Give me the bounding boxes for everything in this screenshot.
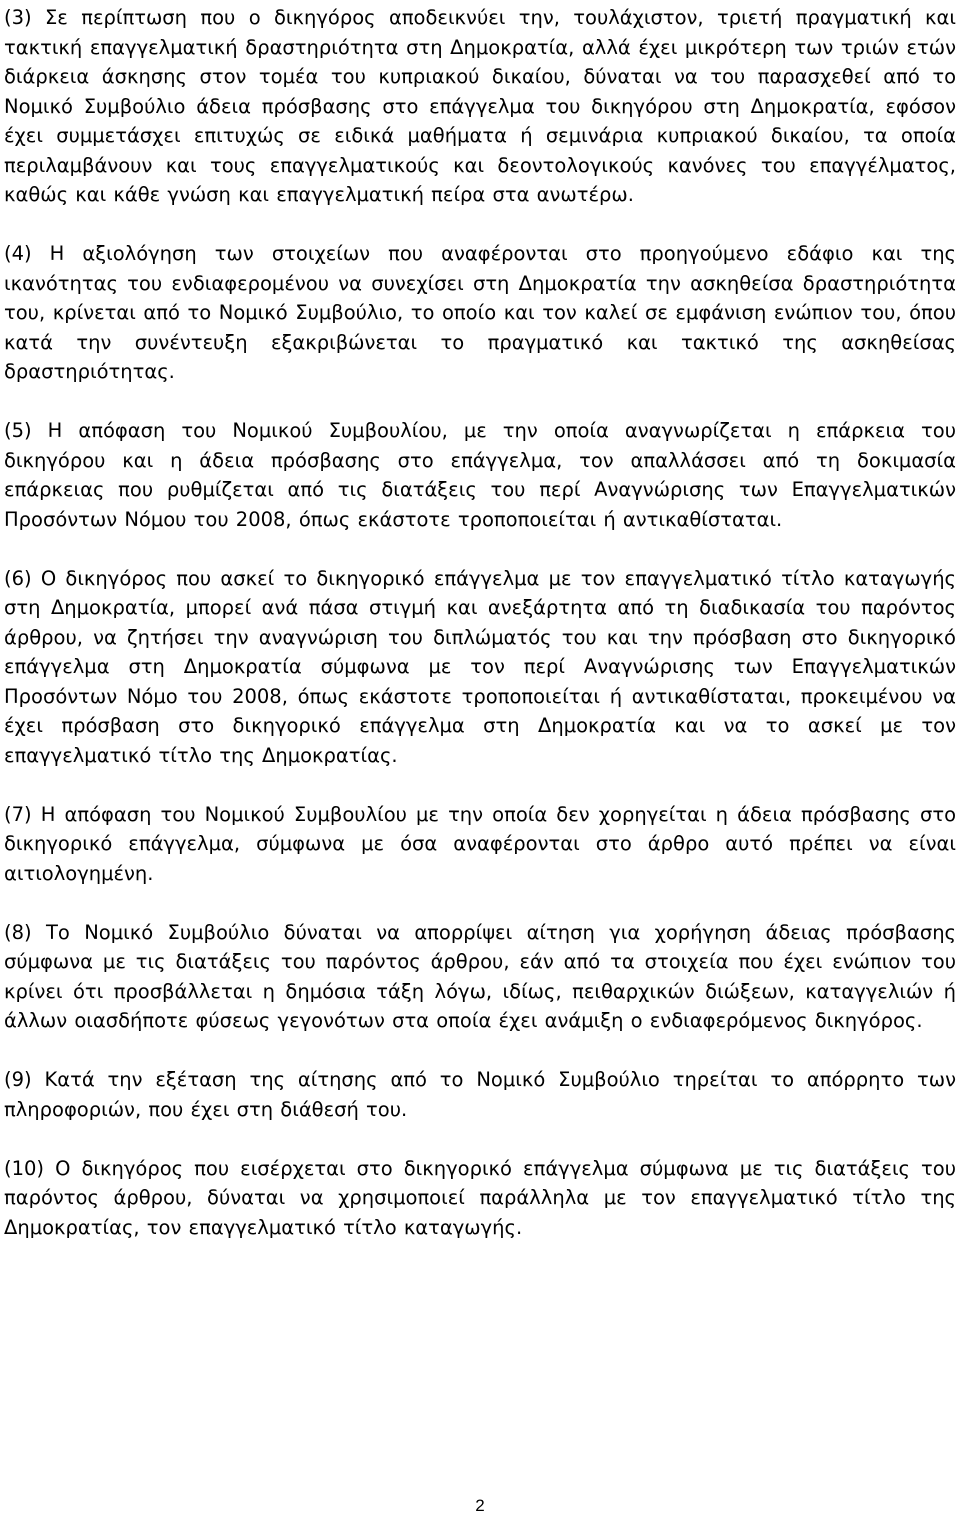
paragraph-5: (5) Η απόφαση του Νομικού Συμβουλίου, με την οποία αναγνωρίζεται η επάρκεια του δικηγόρου και η άδεια πρόσβασης στο επάγγελμα, τον απαλλάσσει από τη δοκιμασία επάρκειας που ρυθμίζεται από τις διατάξεις του περί Αναγνώρισης των Επαγγελματικών Προσόντων Νόμου του 2008, όπως εκάστοτε τροποποιείται ή αντικαθίσταται.: [4, 419, 956, 531]
paragraph-7: (7) Η απόφαση του Νομικού Συμβουλίου με την οποία δεν χορηγείται η άδεια πρόσβασης στο δικηγορικό επάγγελμα, σύμφωνα με όσα αναφέρονται στο άρθρο αυτό πρέπει να είναι αιτιολογημένη.: [4, 802, 956, 885]
document-body: [4, 0, 956, 1242]
paragraph-6: (6) Ο δικηγόρος που ασκεί το δικηγορικό επάγγελμα με τον επαγγελματικό τίτλο καταγωγής στη Δημοκρατία, μπορεί ανά πάσα στιγμή και ανεξάρτητα από τη διαδικασία του παρόντος άρθρου, να ζητήσει την αναγνώριση του διπλώματός του και την πρόσβαση στο δικηγορικό επάγγελμα στη Δημοκρατία σύμφωνα με τον περί Αναγνώρισης των Επαγγελματικών Προσόντων Νόμο του 2008, όπως εκάστοτε τροποποιείται ή αντικαθίσταται, προκειμένου να έχει πρόσβαση στο δικηγορικό επάγγελμα στη Δημοκρατία και να το ασκεί με τον επαγγελματικό τίτλο της Δημοκρατίας.: [4, 566, 956, 767]
paragraph-4: (4) Η αξιολόγηση των στοιχείων που αναφέρονται στο προηγούμενο εδάφιο και της ικανότητας του ενδιαφερομένου να συνεχίσει στη Δημοκρατία την ασκηθείσα δραστηριότητα του, κρίνεται από το Νομικό Συμβούλιο, το οποίο και τον καλεί σε εμφάνιση ενώπιον του, όπου κατά την συνέντευξη εξακριβώνεται το πραγματικό και τακτικό της ασκηθείσας δραστηριότητας.: [4, 242, 956, 383]
paragraph-10: (10) Ο δικηγόρος που εισέρχεται στο δικηγορικό επάγγελμα σύμφωνα με τις διατάξεις του παρόντος άρθρου, δύναται να χρησιμοποιεί παράλληλα με τον επαγγελματικό τίτλο της Δημοκρατίας, τον επαγγελματικό τίτλο καταγωγής.: [4, 1156, 956, 1239]
paragraph-3: (3) Σε περίπτωση που ο δικηγόρος αποδεικνύει την, τουλάχιστον, τριετή πραγματική και τακτική επαγγελματική δραστηριότητα στη Δημοκρατία, αλλά έχει μικρότερη των τριών ετών διάρκεια άσκησης στον τομέα του κυπριακού δικαίου, δύναται να του παρασχεθεί από το Νομικό Συμβούλιο άδεια πρόσβασης στο επάγγελμα του δικηγόρου στη Δημοκρατία, εφόσον έχει συμμετάσχει επιτυχώς σε ειδικά μαθήματα ή σεμινάρια κυπριακού δικαίου, τα οποία περιλαμβάνουν και τους επαγγελματικούς και δεοντολογικούς κανόνες του επαγγέλματος, καθώς και κάθε γνώση και επαγγελματική πείρα στα ανωτέρω.: [4, 6, 956, 206]
paragraph-9: (9) Κατά την εξέταση της αίτησης από το Νομικό Συμβούλιο τηρείται το απόρρητο των πληροφοριών, που έχει στη διάθεσή του.: [4, 1068, 956, 1121]
paragraph-8: (8) Το Νομικό Συμβούλιο δύναται να απορρίψει αίτηση για χορήγηση άδειας πρόσβασης σύμφωνα με τις διατάξεις του παρόντος άρθρου, εάν από τα στοιχεία που έχει ενώπιον του κρίνει ότι προσβάλλεται η δημόσια τάξη λόγω, ιδίως, πειθαρχικών διώξεων, καταγγελιών ή άλλων οιασδήποτε φύσεως γεγονότων στα οποία έχει ανάμιξη ο ενδιαφερόμενος δικηγόρος.: [4, 920, 956, 1032]
page-number: 2: [475, 1496, 485, 1515]
